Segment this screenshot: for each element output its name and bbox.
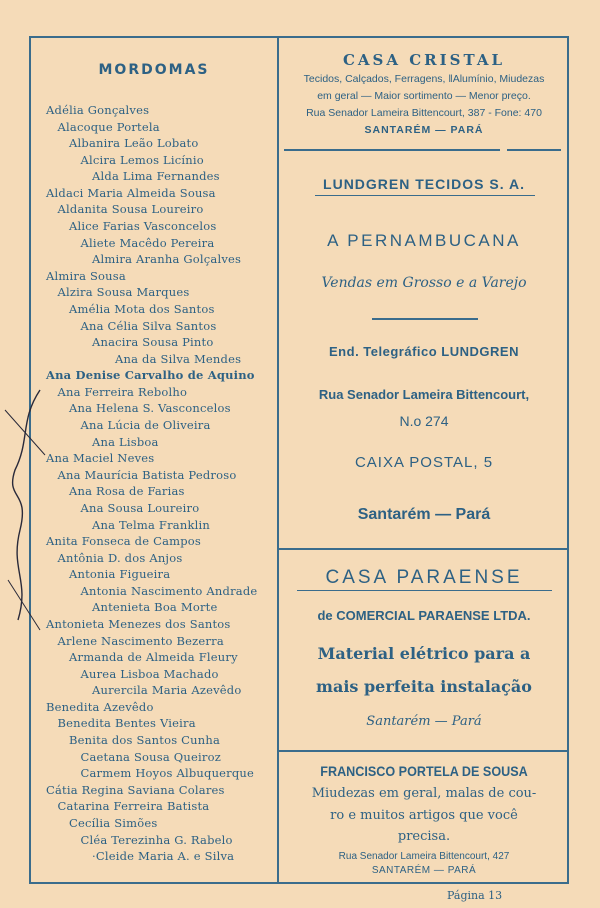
mordoma-name: Cecília Simões xyxy=(69,815,158,830)
mordoma-name: Alcira Lemos Licínio xyxy=(80,152,204,167)
mordoma-name: Almira Aranha Golçalves xyxy=(92,252,242,267)
mordoma-name: Ana Sousa Loureiro xyxy=(80,500,200,515)
mordoma-name: Aliete Macêdo Pereira xyxy=(80,235,215,250)
mordoma-name: Almira Sousa xyxy=(46,268,126,283)
portela-city: SANTARÉM — PARÁ xyxy=(371,865,477,876)
mordoma-name: Aldanita Sousa Loureiro xyxy=(57,202,204,217)
mordoma-name: Amélia Mota dos Santos xyxy=(69,301,215,316)
portela-line1: Miudezas em geral, malas de cou- xyxy=(311,786,537,801)
lundgren-pobox: CAIXA POSTAL, 5 xyxy=(354,454,494,471)
mordoma-name: Aurercila Maria Azevêdo xyxy=(92,683,242,698)
mordoma-name: Ana Célia Silva Santos xyxy=(80,318,217,333)
mordoma-name: Alacoque Portela xyxy=(57,119,160,134)
divider xyxy=(279,548,568,550)
divider xyxy=(507,149,561,151)
mordoma-name: Ana Rosa de Farias xyxy=(69,484,185,499)
mordoma-name: Cátia Regina Saviana Colares xyxy=(46,782,225,797)
lundgren-street: Rua Senador Lameira Bittencourt, xyxy=(318,387,530,402)
mordoma-name: Adélia Gonçalves xyxy=(46,103,150,117)
mordoma-name: Ana Lisboa xyxy=(92,434,159,449)
portela-line3: precisa. xyxy=(397,829,451,844)
mordoma-name: Antônia D. dos Anjos xyxy=(57,550,183,565)
casa-cristal-name: CASA CRISTAL xyxy=(342,51,506,69)
lundgren-store: A PERNAMBUCANA xyxy=(327,231,521,250)
casa-paraense-city: Santarém — Pará xyxy=(366,714,482,729)
divider xyxy=(372,318,478,320)
casa-cristal-city: SANTARÉM — PARÁ xyxy=(364,124,484,136)
mordoma-name: Benedita Bentes Vieira xyxy=(57,716,196,731)
mordoma-name: Cléa Terezinha G. Rabelo xyxy=(80,832,233,847)
lundgren-city: Santarém — Pará xyxy=(357,506,491,523)
portela-line2: ro e muitos artigos que você xyxy=(330,808,518,823)
casa-cristal-line2: em geral — Maior sortimento — Menor preço. xyxy=(317,90,531,102)
lundgren-company: LUNDGREN TECIDOS S. A. xyxy=(323,176,525,192)
mordomas-title: MORDOMAS xyxy=(98,62,210,78)
mordoma-name: Anacira Sousa Pinto xyxy=(92,335,214,350)
mordoma-name: Aurea Lisboa Machado xyxy=(80,666,219,681)
mordoma-name: Caetana Sousa Queiroz xyxy=(80,749,221,764)
mordoma-name: Aldaci Maria Almeida Sousa xyxy=(46,185,216,200)
mordoma-name: Anita Fonseca de Campos xyxy=(46,534,202,549)
mordoma-name: Catarina Ferreira Batista xyxy=(57,799,210,814)
mordoma-name: Alice Farias Vasconcelos xyxy=(69,219,217,234)
mordoma-name: Antenieta Boa Morte xyxy=(92,600,218,615)
mordoma-name: Carmem Hoyos Albuquerque xyxy=(80,766,255,781)
mordoma-name: Ana Maciel Neves xyxy=(46,451,155,466)
portela-name: FRANCISCO PORTELA DE SOUSA xyxy=(320,763,528,779)
mordoma-name: Ana Telma Franklin xyxy=(92,517,210,532)
underline xyxy=(315,195,535,196)
mordoma-name: Antonia Figueira xyxy=(69,567,171,582)
mordoma-name: ·Cleide Maria A. e Silva xyxy=(92,849,235,864)
casa-cristal-address: Rua Senador Lameira Bittencourt, 387 - Fone: 470 xyxy=(306,107,542,119)
underline xyxy=(297,590,552,591)
mordoma-name: Benita dos Santos Cunha xyxy=(69,733,221,748)
mordoma-name: Ana da Silva Mendes xyxy=(115,351,242,366)
mordoma-name: Antonia Nascimento Andrade xyxy=(80,583,258,598)
mordoma-name: Ana Maurícia Batista Pedroso xyxy=(57,467,237,482)
casa-paraense-line2: mais perfeita instalação xyxy=(316,677,532,696)
portela-address: Rua Senador Lameira Bittencourt, 427 xyxy=(338,851,510,862)
mordoma-name: Ana Lúcia de Oliveira xyxy=(80,418,211,433)
lundgren-tagline: Vendas em Grosso e a Varejo xyxy=(321,275,527,291)
divider xyxy=(279,750,568,752)
divider xyxy=(284,149,500,151)
handwritten-signature xyxy=(0,380,60,640)
mordoma-name: Arlene Nascimento Bezerra xyxy=(57,633,224,648)
casa-cristal-line1: Tecidos, Calçados, Ferragens, ‖Alumínio, Miudezas xyxy=(303,73,545,85)
casa-paraense-name: CASA PARAENSE xyxy=(325,567,523,588)
mordoma-name: Ana Helena S. Vasconcelos xyxy=(69,401,231,416)
mordoma-name: Albanira Leão Lobato xyxy=(69,136,199,151)
column-divider xyxy=(277,36,279,884)
mordoma-name: Alda Lima Fernandes xyxy=(92,169,220,184)
mordoma-name: Alzira Sousa Marques xyxy=(57,285,190,300)
mordoma-name: Armanda de Almeida Fleury xyxy=(69,650,238,665)
mordoma-name: Ana Denise Carvalho de Aquino xyxy=(46,368,255,383)
casa-paraense-company: de COMERCIAL PARAENSE LTDA. xyxy=(317,608,531,623)
lundgren-number: N.o 274 xyxy=(399,413,449,429)
mordoma-name: Antonieta Menezes dos Santos xyxy=(46,616,231,631)
mordoma-name: Benedita Azevêdo xyxy=(46,699,154,714)
mordoma-name: Ana Ferreira Rebolho xyxy=(57,384,188,399)
casa-paraense-line1: Material elétrico para a xyxy=(317,644,531,663)
page-number: Página 13 xyxy=(447,889,503,902)
lundgren-telegraph: End. Telegráfico LUNDGREN xyxy=(329,344,519,359)
